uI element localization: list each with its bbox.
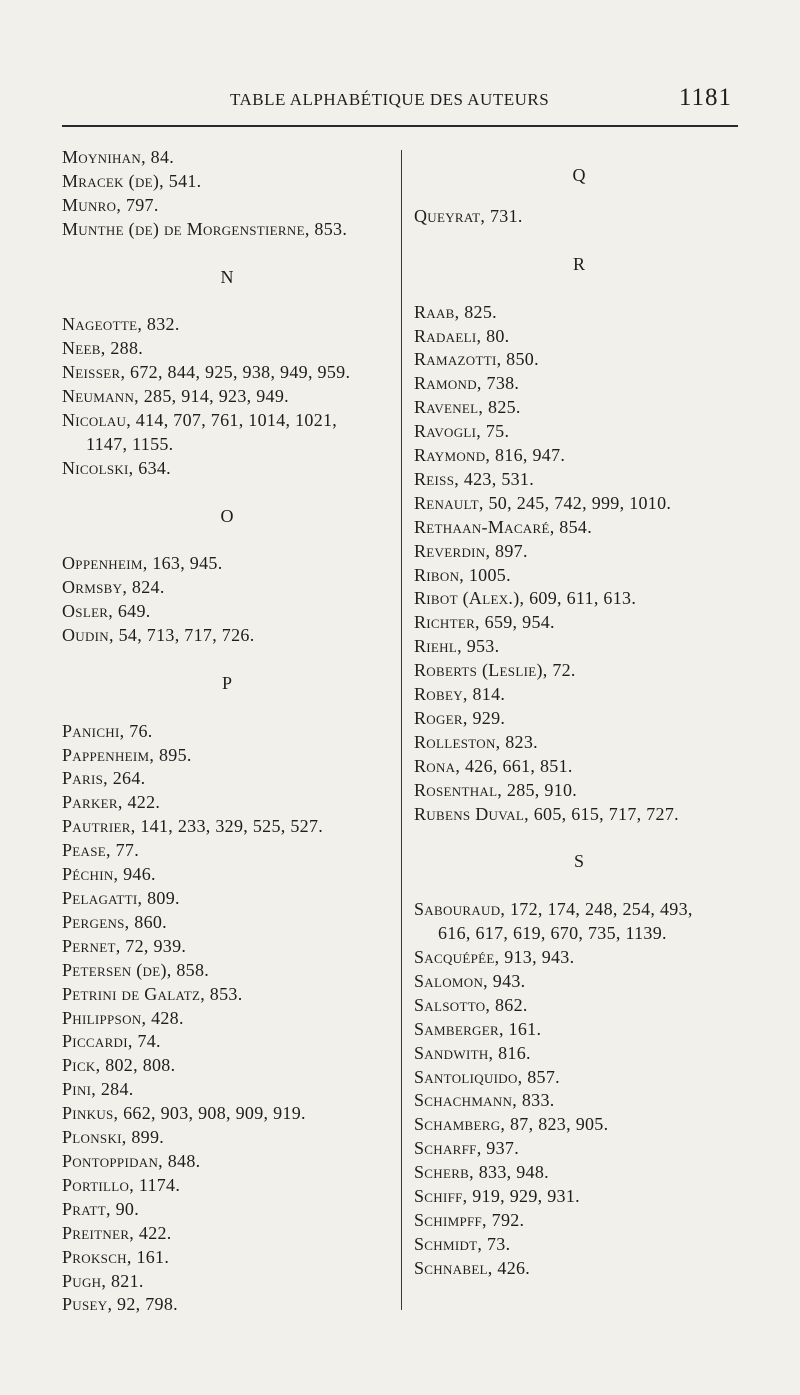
index-entry-continuation: 616, 617, 619, 670, 735, 1139.: [438, 923, 667, 944]
index-entry: Oppenheim, 163, 945.: [62, 553, 223, 574]
index-entry: Pugh, 821.: [62, 1270, 144, 1291]
index-entry: Pinkus, 662, 903, 908, 909, 919.: [62, 1103, 306, 1124]
index-entry: Neeb, 288.: [62, 338, 144, 359]
index-entry: Pautrier, 141, 233, 329, 525, 527.: [62, 816, 324, 837]
index-entry: Salsotto, 862.: [414, 994, 528, 1015]
left-column: [62, 146, 392, 1317]
running-header: [60, 84, 740, 120]
index-entry: Nicolski, 634.: [62, 457, 171, 478]
index-entry: Pini, 284.: [62, 1079, 134, 1100]
index-entry: Schmidt, 73.: [414, 1233, 511, 1254]
index-entry: Santoliquido, 857.: [414, 1066, 560, 1087]
index-entry: Rosenthal, 285, 910.: [414, 779, 578, 800]
page-number: 1181: [678, 84, 732, 111]
index-entry: Munthe (de) de Morgenstierne, 853.: [62, 218, 348, 239]
index-entry: Petersen (de), 858.: [62, 959, 210, 980]
index-entry: Ribon, 1005.: [414, 564, 511, 585]
index-entry: Scharff, 937.: [414, 1138, 519, 1159]
index-entry: Schnabel, 426.: [414, 1257, 531, 1278]
index-entry: Ravogli, 75.: [414, 421, 510, 442]
right-column: [414, 146, 744, 1281]
index-entry: Neumann, 285, 914, 923, 949.: [62, 386, 289, 407]
index-entry: Riehl, 953.: [414, 636, 500, 657]
index-entry: Pratt, 90.: [62, 1198, 140, 1219]
index-entry: Schiff, 919, 929, 931.: [414, 1186, 580, 1207]
index-entry: Osler, 649.: [62, 601, 151, 622]
index-entry: Reverdin, 897.: [414, 540, 528, 561]
index-entry: Rolleston, 823.: [414, 731, 538, 752]
section-letter: P: [221, 672, 232, 693]
index-entry: Péchin, 946.: [62, 864, 156, 885]
index-entry: Schachmann, 833.: [414, 1090, 555, 1111]
index-entry: Munro, 797.: [62, 194, 159, 215]
index-entry: Ramazotti, 850.: [414, 349, 539, 370]
index-entry: Parker, 422.: [62, 792, 161, 813]
index-entry: Roberts (Leslie), 72.: [414, 660, 576, 681]
index-entry: Neisser, 672, 844, 925, 938, 949, 959.: [62, 362, 351, 383]
index-entry: Paris, 264.: [62, 768, 146, 789]
index-entry: Mracek (de), 541.: [62, 170, 202, 191]
index-entry: Pappenheim, 895.: [62, 744, 192, 765]
index-entry: Queyrat, 731.: [414, 206, 523, 226]
section-letter: O: [220, 505, 234, 526]
index-entry: Ramond, 738.: [414, 373, 520, 394]
index-entry: Rethaan-Macaré, 854.: [414, 516, 592, 537]
index-entry: Ribot (Alex.), 609, 611, 613.: [414, 588, 637, 609]
section-letter: N: [220, 266, 234, 287]
index-entry: Rona, 426, 661, 851.: [414, 755, 573, 776]
index-entry: Richter, 659, 954.: [414, 612, 555, 633]
index-entry-continuation: 1147, 1155.: [86, 433, 174, 454]
index-entry: Pergens, 860.: [62, 911, 167, 932]
index-entry: Preitner, 422.: [62, 1222, 172, 1243]
index-entry: Schimpff, 792.: [414, 1210, 525, 1230]
header-title: TABLE ALPHABÉTIQUE DES AUTEURS: [230, 90, 550, 109]
index-entry: Pelagatti, 809.: [62, 888, 180, 908]
index-entry: Piccardi, 74.: [62, 1031, 161, 1052]
index-entry: Ravenel, 825.: [414, 397, 521, 418]
section-letter: R: [572, 253, 585, 274]
index-entry: Salomon, 943.: [414, 970, 526, 991]
index-entry: Panichi, 76.: [62, 720, 153, 741]
index-entry: Radaeli, 80.: [414, 325, 510, 346]
index-entry: Raab, 825.: [414, 301, 497, 322]
index-entry: Renault, 50, 245, 742, 999, 1010.: [414, 492, 672, 513]
header-rule: [62, 125, 738, 127]
index-entry: Sandwith, 816.: [414, 1042, 531, 1063]
index-entry: Sacquépée, 913, 943.: [414, 947, 575, 968]
index-entry: Samberger, 161.: [414, 1018, 542, 1039]
index-entry: Raymond, 816, 947.: [414, 445, 566, 466]
section-letter: Q: [572, 164, 586, 185]
index-entry: Nicolau, 414, 707, 761, 1014, 1021,: [62, 409, 338, 430]
index-entry: Portillo, 1174.: [62, 1174, 181, 1195]
index-entry: Robey, 814.: [414, 684, 506, 705]
index-entry: Pease, 77.: [62, 840, 140, 861]
index-entry: Oudin, 54, 713, 717, 726.: [62, 625, 255, 646]
index-entry: Philippson, 428.: [62, 1007, 184, 1028]
index-entry: Proksch, 161.: [62, 1246, 170, 1267]
index-entry: Petrini de Galatz, 853.: [62, 983, 243, 1004]
index-entry: Pontoppidan, 848.: [62, 1150, 201, 1171]
section-letter: S: [573, 851, 584, 872]
index-entry: Pernet, 72, 939.: [62, 935, 187, 956]
index-entry: Rubens Duval, 605, 615, 717, 727.: [414, 803, 679, 824]
index-entry: Roger, 929.: [414, 708, 506, 728]
index-entry: Nageotte, 832.: [62, 314, 180, 335]
index-entry: Ormsby, 824.: [62, 577, 165, 598]
column-divider: [401, 150, 402, 1310]
index-entry: Schamberg, 87, 823, 905.: [414, 1114, 609, 1135]
index-entry: Scherb, 833, 948.: [414, 1162, 549, 1183]
index-entry: Pusey, 92, 798.: [62, 1294, 178, 1315]
index-entry: Moynihan, 84.: [62, 147, 175, 167]
index-entry: Sabouraud, 172, 174, 248, 254, 493,: [414, 899, 693, 920]
index-entry: Pick, 802, 808.: [62, 1055, 176, 1076]
index-entry: Reiss, 423, 531.: [414, 468, 535, 489]
index-entry: Plonski, 899.: [62, 1127, 165, 1148]
